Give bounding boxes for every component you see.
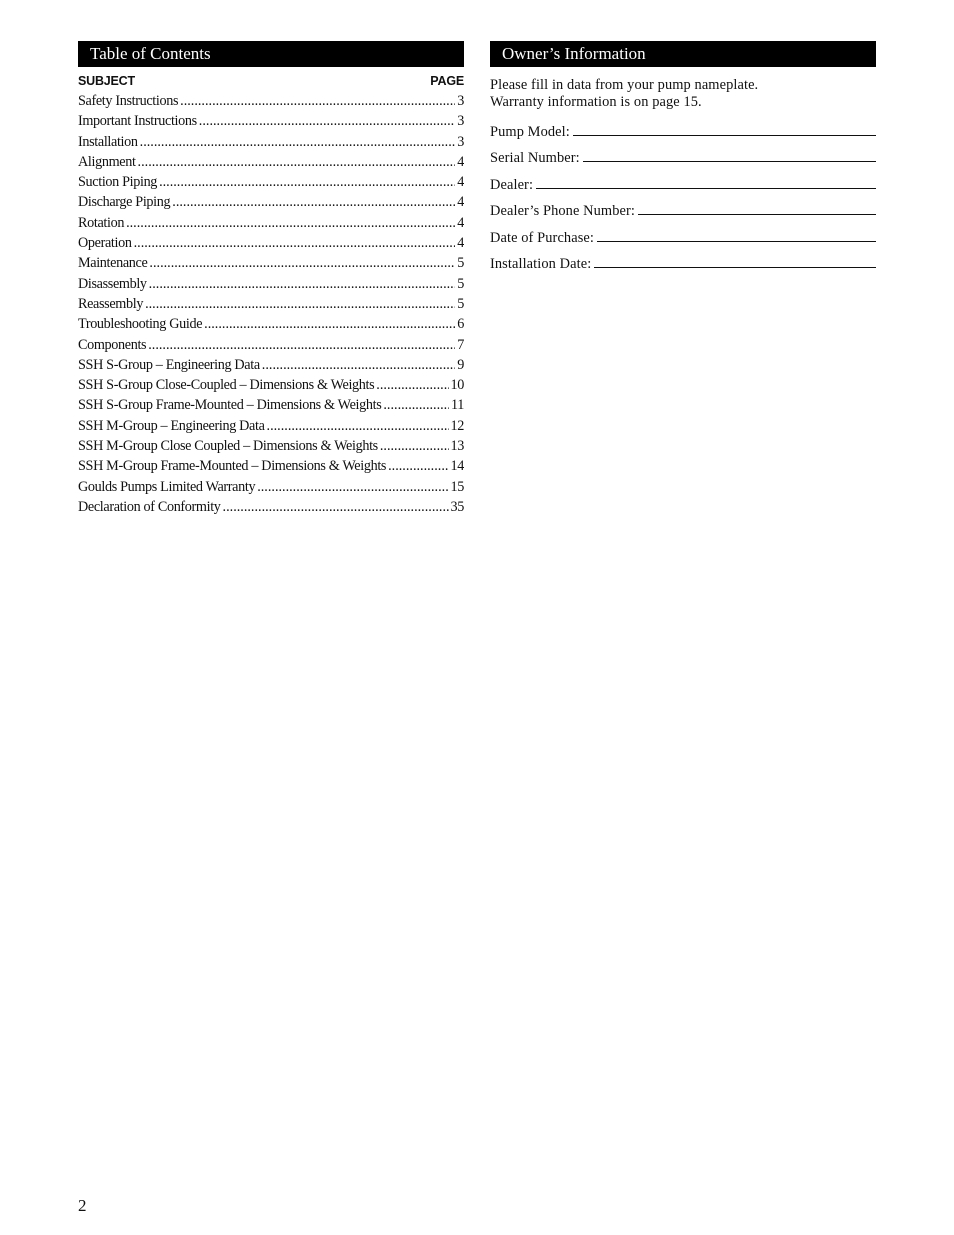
toc-entry: [78, 436, 464, 456]
toc-entry-subject: Installation: [78, 133, 138, 150]
dealer-field: [490, 172, 876, 198]
toc-entry-page: 4: [457, 174, 464, 191]
fill-in-line: [594, 257, 876, 268]
toc-dot-leader: [223, 497, 449, 517]
field-label: Date of Purchase:: [490, 229, 594, 246]
toc-dot-leader: [257, 477, 448, 497]
toc-entry-subject: Suction Piping: [78, 174, 158, 191]
toc-entry-subject: Alignment: [78, 153, 136, 170]
toc-entry: [78, 335, 464, 355]
toc-entry-page: 4: [457, 194, 464, 211]
toc-entry: [78, 233, 464, 253]
toc-entry-subject: Discharge Piping: [78, 194, 171, 211]
toc-entry: [78, 152, 464, 172]
toc-entry-page: 3: [457, 133, 464, 150]
owner-info-title: Owner’s Information: [490, 41, 876, 67]
field-label: Pump Model:: [490, 124, 570, 140]
toc-entry: [78, 456, 464, 476]
toc-entry-subject: Maintenance: [78, 255, 148, 272]
toc-dot-leader: [172, 192, 455, 212]
toc-entry-page: 4: [457, 235, 464, 252]
toc-dot-leader: [149, 274, 456, 294]
toc-entry-page: 12: [450, 417, 464, 434]
pump-model-field: [490, 119, 876, 145]
toc-entry-subject: Safety Instructions: [78, 93, 179, 109]
toc-dot-leader: [140, 132, 456, 152]
toc-entry: [78, 91, 464, 111]
toc-entry-subject: Rotation: [78, 214, 125, 231]
toc-entry-page: 5: [457, 255, 464, 272]
toc-entry-page: 11: [451, 397, 464, 414]
toc-entry-page: 6: [457, 316, 464, 333]
toc-entry-page: 7: [457, 336, 464, 353]
toc-dot-leader: [138, 152, 456, 172]
toc-entry-subject: Declaration of Conformity: [78, 498, 221, 515]
toc-dot-leader: [383, 395, 449, 415]
toc-dot-leader: [380, 436, 449, 456]
toc-dot-leader: [199, 111, 455, 131]
toc-dot-leader: [262, 355, 455, 375]
toc-column-headers: [78, 71, 464, 91]
installation-date-field: [490, 251, 876, 277]
toc-entry-page: 14: [450, 458, 464, 475]
owner-intro-line: Warranty information is on page 15.: [490, 94, 702, 110]
toc-entry-subject: Troubleshooting Guide: [78, 316, 203, 333]
toc-entry-subject: SSH M-Group Close Coupled – Dimensions & Weights: [78, 438, 378, 455]
toc-entry: [78, 294, 464, 314]
toc-entry-page: 10: [450, 377, 464, 394]
owner-intro-line: Please fill in data from your pump nameplate.: [490, 77, 759, 93]
fill-in-line: [597, 231, 876, 242]
toc-entry-page: 13: [450, 438, 464, 455]
owner-info-intro: [490, 77, 876, 111]
toc-dot-leader: [148, 335, 455, 355]
toc-entry: [78, 253, 464, 273]
toc-entry: [78, 477, 464, 497]
toc-entry: [78, 111, 464, 131]
toc-dot-leader: [145, 294, 455, 314]
field-label: Dealer:: [490, 176, 534, 193]
fill-in-line: [573, 125, 876, 136]
toc-entry-page: 9: [457, 356, 464, 373]
toc-list: [78, 91, 464, 517]
toc-entry-subject: Important Instructions: [78, 113, 197, 130]
toc-dot-leader: [180, 91, 455, 111]
toc-entry-page: 15: [450, 478, 464, 495]
toc-entry: [78, 497, 464, 517]
toc-entry: [78, 395, 464, 415]
toc-entry: [78, 213, 464, 233]
toc-entry: [78, 314, 464, 334]
field-label: Serial Number:: [490, 150, 580, 167]
toc-entry-page: 4: [457, 153, 464, 170]
toc-subject-header: SUBJECT: [78, 74, 135, 88]
toc-dot-leader: [267, 416, 449, 436]
toc-page-header: PAGE: [430, 74, 464, 88]
toc-entry: [78, 416, 464, 436]
owners-information: [490, 41, 876, 277]
toc-entry-subject: Reassembly: [78, 295, 144, 312]
toc-entry-page: 5: [457, 295, 464, 312]
field-label: Dealer’s Phone Number:: [490, 203, 636, 220]
toc-entry: [78, 172, 464, 192]
fill-in-line: [638, 204, 876, 215]
toc-entry-subject: SSH S-Group Frame-Mounted – Dimensions & Weights: [78, 397, 382, 414]
toc-entry: [78, 274, 464, 294]
fill-in-line: [583, 151, 876, 162]
toc-entry-page: 35: [450, 498, 464, 515]
dealer-phone-field: [490, 198, 876, 224]
toc-dot-leader: [134, 233, 456, 253]
date-of-purchase-field: [490, 225, 876, 251]
toc-dot-leader: [126, 213, 455, 233]
toc-dot-leader: [388, 456, 448, 476]
serial-number-field: [490, 145, 876, 171]
toc-entry-subject: Operation: [78, 235, 132, 252]
owner-info-fields: [490, 119, 876, 277]
toc-entry-page: 3: [457, 93, 464, 109]
toc-entry-subject: SSH M-Group Frame-Mounted – Dimensions & Weights: [78, 458, 387, 475]
toc-dot-leader: [204, 314, 455, 334]
toc-dot-leader: [149, 253, 455, 273]
toc-entry-page: 4: [457, 214, 464, 231]
fill-in-line: [536, 178, 876, 189]
toc-entry-subject: Disassembly: [78, 275, 147, 292]
toc-entry-subject: Components: [78, 336, 147, 353]
toc-dot-leader: [159, 172, 455, 192]
toc-entry-subject: Goulds Pumps Limited Warranty: [78, 478, 256, 495]
page-number: 2: [78, 1196, 87, 1215]
toc-entry-page: 5: [457, 275, 464, 292]
toc-entry: [78, 192, 464, 212]
toc-title: Table of Contents: [78, 41, 464, 67]
toc-entry-subject: SSH S-Group Close-Coupled – Dimensions & Weights: [78, 377, 375, 394]
toc-entry: [78, 132, 464, 152]
toc-entry: [78, 355, 464, 375]
toc-entry-subject: SSH S-Group – Engineering Data: [78, 356, 260, 373]
toc-entry-subject: SSH M-Group – Engineering Data: [78, 417, 265, 434]
toc-entry: [78, 375, 464, 395]
toc-dot-leader: [376, 375, 448, 395]
toc-entry-page: 3: [457, 113, 464, 130]
field-label: Installation Date:: [490, 255, 592, 272]
table-of-contents: [78, 41, 464, 517]
